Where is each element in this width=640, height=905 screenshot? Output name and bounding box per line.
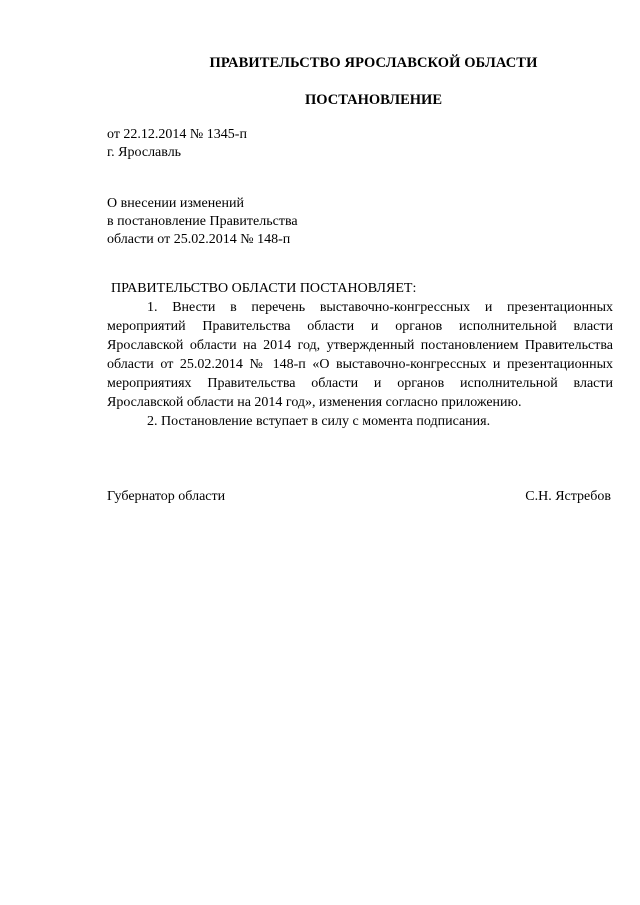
government-title: ПРАВИТЕЛЬСТВО ЯРОСЛАВСКОЙ ОБЛАСТИ xyxy=(209,55,538,71)
subject-line: О внесении изменений xyxy=(107,196,244,211)
city: г. Ярославль xyxy=(107,145,182,160)
decree-body xyxy=(107,298,613,431)
document-type: ПОСТАНОВЛЕНИЕ xyxy=(304,92,442,108)
subject-line: в постановление Правительства xyxy=(107,214,298,229)
signature-name: С.Н. Ястребов xyxy=(525,489,611,504)
decree-heading: ПРАВИТЕЛЬСТВО ОБЛАСТИ ПОСТАНОВЛЯЕТ: xyxy=(111,281,417,296)
paragraph: 1. Внести в перечень выставочно-конгрессных и презентационных мероприятий Правительства области и органов исполнительной власти Ярославской области на 2014 год, утвержденный постановлением Правительства области от 25.02.2014 № 148-п «О выставочно-конгрессных и презентационных мероприятиях Правительства области и органов исполнительной власти Ярославской области на 2014 год», изменения согласно приложению. xyxy=(107,300,613,410)
signature-title: Губернатор области xyxy=(107,489,226,504)
subject-line: области от 25.02.2014 № 148-п xyxy=(107,232,291,247)
date-number: от 22.12.2014 № 1345-п xyxy=(107,127,247,142)
paragraph: 2. Постановление вступает в силу с момента подписания. xyxy=(147,414,491,429)
